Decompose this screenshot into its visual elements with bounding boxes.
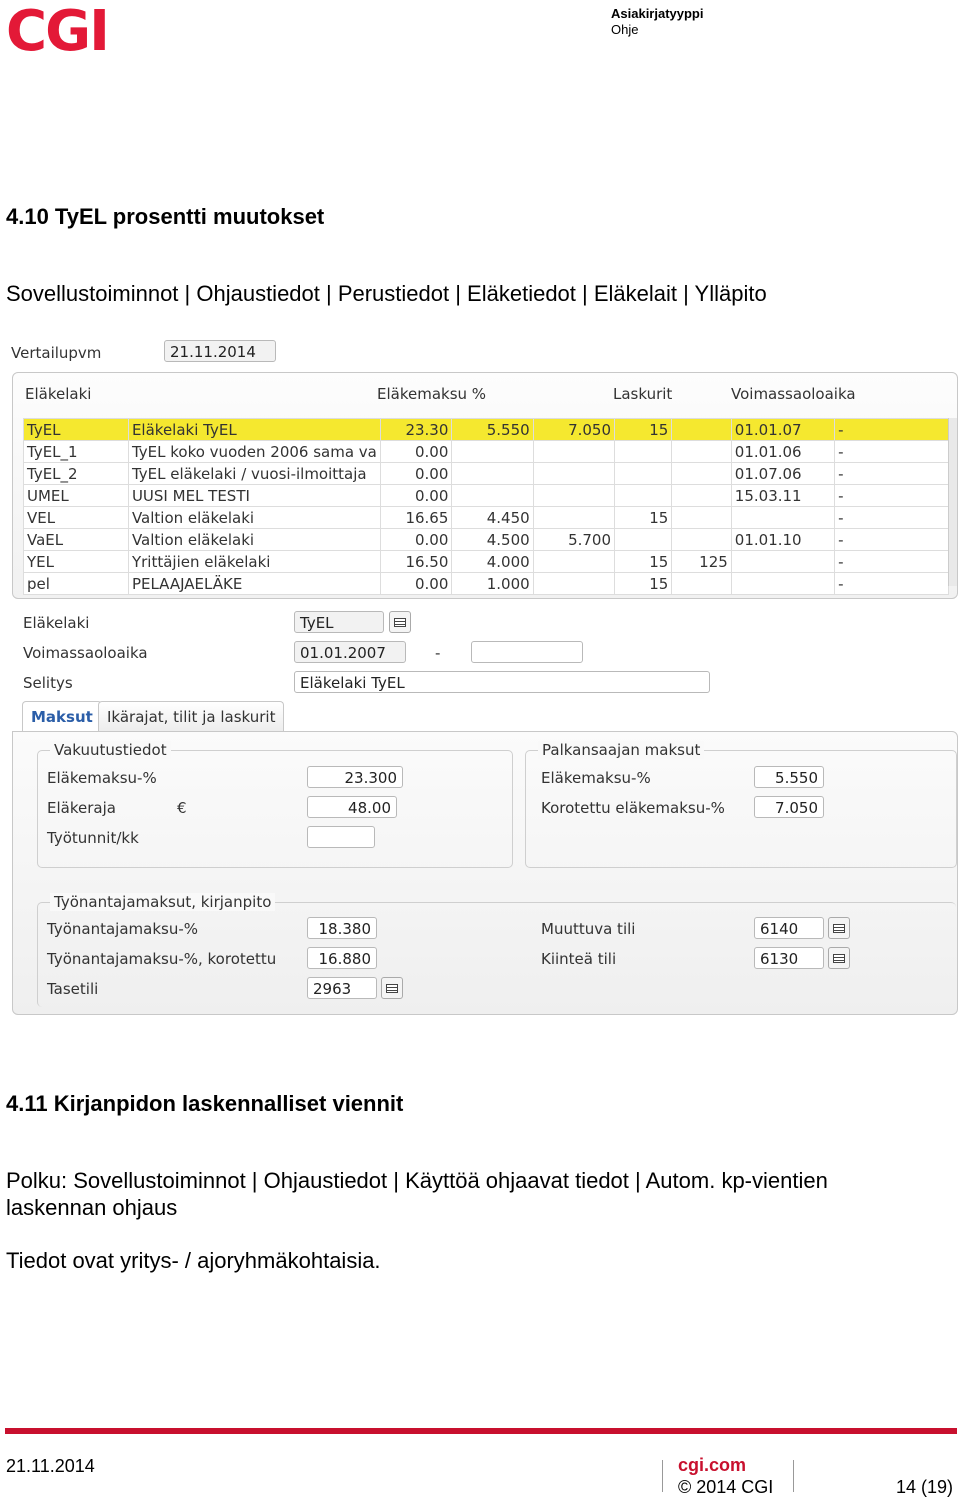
table-cell: - bbox=[835, 441, 949, 463]
grid-rows bbox=[23, 418, 949, 595]
balance-account-label: Tasetili bbox=[47, 980, 99, 998]
table-cell: 15.03.11 bbox=[731, 485, 834, 507]
footer-site-link[interactable]: cgi.com bbox=[678, 1455, 747, 1475]
fixed-account-label: Kiinteä tili bbox=[541, 950, 617, 968]
table-cell: - bbox=[835, 529, 949, 551]
table-row[interactable] bbox=[24, 485, 949, 507]
table-cell: PELAAJAELÄKE bbox=[128, 573, 380, 595]
employee-fee-label: Eläkemaksu-% bbox=[541, 769, 651, 787]
path-line-1: Polku: Sovellustoiminnot | Ohjaustiedot | Käyttöä ohjaavat tiedot | Autom. kp-vientien bbox=[6, 1168, 828, 1193]
table-cell: UMEL bbox=[24, 485, 129, 507]
page-number: 14 (19) bbox=[896, 1477, 954, 1497]
table-cell bbox=[615, 485, 672, 507]
insurance-fee-input[interactable]: 23.300 bbox=[307, 766, 403, 788]
table-cell: 0.00 bbox=[380, 573, 452, 595]
table-row[interactable] bbox=[24, 507, 949, 529]
doc-type: Asiakirjatyyppi bbox=[611, 6, 704, 21]
validity-start-input[interactable]: 01.01.2007 bbox=[294, 641, 406, 663]
employee-legend: Palkansaajan maksut bbox=[538, 741, 704, 759]
table-cell: TyEL koko vuoden 2006 sama va bbox=[128, 441, 380, 463]
table-cell: 15 bbox=[615, 419, 672, 441]
table-cell: TyEL bbox=[24, 419, 129, 441]
insurance-legend: Vakuutustiedot bbox=[50, 741, 171, 759]
footer-separator bbox=[662, 1460, 663, 1492]
table-cell bbox=[452, 463, 533, 485]
table-cell: 7.050 bbox=[533, 419, 614, 441]
table-cell: 125 bbox=[672, 551, 731, 573]
table-cell: Valtion eläkelaki bbox=[128, 529, 380, 551]
doc-subtype: Ohje bbox=[611, 22, 639, 37]
compare-date-input[interactable]: 21.11.2014 bbox=[164, 340, 276, 362]
table-cell bbox=[615, 441, 672, 463]
table-cell: 0.00 bbox=[380, 485, 452, 507]
table-cell: 4.000 bbox=[452, 551, 533, 573]
table-cell: TyEL_2 bbox=[24, 463, 129, 485]
employer-legend: Työnantajamaksut, kirjanpito bbox=[50, 893, 275, 911]
table-cell: 15 bbox=[615, 573, 672, 595]
pension-law-grid bbox=[12, 372, 958, 599]
insurance-fee-label: Eläkemaksu-% bbox=[47, 769, 157, 787]
cgi-logo: CGI bbox=[6, 0, 108, 64]
path-line-2: laskennan ohjaus bbox=[6, 1195, 178, 1220]
table-cell: pel bbox=[24, 573, 129, 595]
table-cell: - bbox=[835, 507, 949, 529]
table-cell bbox=[533, 485, 614, 507]
employer-raised-label: Työnantajamaksu-%, korotettu bbox=[47, 950, 277, 968]
table-cell bbox=[731, 551, 834, 573]
table-cell: - bbox=[835, 485, 949, 507]
validity-dash: - bbox=[435, 644, 441, 662]
grid-header-validity: Voimassaoloaika bbox=[731, 385, 856, 403]
validity-label: Voimassaoloaika bbox=[23, 644, 148, 662]
table-cell: 01.01.07 bbox=[731, 419, 834, 441]
table-cell: UUSI MEL TESTI bbox=[128, 485, 380, 507]
tab-panel bbox=[12, 731, 958, 1015]
table-cell: VEL bbox=[24, 507, 129, 529]
table-cell: 0.00 bbox=[380, 529, 452, 551]
employee-raised-input[interactable]: 7.050 bbox=[754, 796, 824, 818]
table-row[interactable] bbox=[24, 463, 949, 485]
variable-account-input[interactable]: 6140 bbox=[754, 917, 824, 939]
table-cell: 15 bbox=[615, 551, 672, 573]
table-cell bbox=[533, 551, 614, 573]
table-cell bbox=[533, 441, 614, 463]
table-cell bbox=[672, 507, 731, 529]
note-text: Tiedot ovat yritys- / ajoryhmäkohtaisia. bbox=[6, 1248, 381, 1273]
balance-account-input[interactable]: 2963 bbox=[307, 977, 377, 999]
table-cell bbox=[533, 573, 614, 595]
work-hours-label: Työtunnit/kk bbox=[47, 829, 139, 847]
table-cell: Valtion eläkelaki bbox=[128, 507, 380, 529]
employer-fee-label: Työnantajamaksu-% bbox=[47, 920, 198, 938]
table-cell bbox=[672, 529, 731, 551]
compare-date-label: Vertailupvm bbox=[11, 344, 102, 362]
description-label: Selitys bbox=[23, 674, 73, 692]
footer-rule bbox=[5, 1428, 957, 1434]
table-cell: Eläkelaki TyEL bbox=[128, 419, 380, 441]
table-cell: 01.07.06 bbox=[731, 463, 834, 485]
table-cell: 16.65 bbox=[380, 507, 452, 529]
table-cell: 0.00 bbox=[380, 441, 452, 463]
validity-end-input[interactable] bbox=[471, 641, 583, 663]
table-cell bbox=[672, 463, 731, 485]
table-cell: VaEL bbox=[24, 529, 129, 551]
law-input[interactable]: TyEL bbox=[294, 611, 384, 633]
account-picker-icon[interactable] bbox=[381, 977, 403, 999]
table-cell: - bbox=[835, 419, 949, 441]
variable-account-label: Muuttuva tili bbox=[541, 920, 636, 938]
table-row[interactable] bbox=[24, 419, 949, 441]
table-cell: 5.550 bbox=[452, 419, 533, 441]
grid-header-calcs: Laskurit bbox=[613, 385, 673, 403]
account-picker-icon[interactable] bbox=[828, 917, 850, 939]
pension-limit-input[interactable]: 48.00 bbox=[307, 796, 397, 818]
table-cell: 15 bbox=[615, 507, 672, 529]
footer-separator bbox=[793, 1460, 794, 1492]
table-cell: 01.01.06 bbox=[731, 441, 834, 463]
table-cell: TyEL_1 bbox=[24, 441, 129, 463]
table-cell: 16.50 bbox=[380, 551, 452, 573]
law-label: Eläkelaki bbox=[23, 614, 90, 632]
table-cell bbox=[615, 463, 672, 485]
table-cell bbox=[672, 485, 731, 507]
pension-limit-label: Eläkeraja bbox=[47, 799, 116, 817]
calendar-picker-icon[interactable] bbox=[389, 611, 411, 633]
table-cell: 4.500 bbox=[452, 529, 533, 551]
navigation-path: Sovellustoiminnot | Ohjaustiedot | Perustiedot | Eläketiedot | Eläkelait | Ylläpito bbox=[6, 281, 767, 306]
grid-header-fee: Eläkemaksu % bbox=[377, 385, 487, 403]
table-row[interactable] bbox=[24, 551, 949, 573]
table-cell bbox=[452, 485, 533, 507]
work-hours-input[interactable] bbox=[307, 826, 375, 848]
table-cell bbox=[731, 573, 834, 595]
table-cell: 1.000 bbox=[452, 573, 533, 595]
grid-header-law: Eläkelaki bbox=[25, 385, 92, 403]
table-row[interactable] bbox=[24, 573, 949, 595]
employer-fee-input[interactable]: 18.380 bbox=[307, 917, 377, 939]
table-cell: - bbox=[835, 463, 949, 485]
table-cell: TyEL eläkelaki / vuosi-ilmoittaja bbox=[128, 463, 380, 485]
table-cell: 4.450 bbox=[452, 507, 533, 529]
tab-maksut[interactable]: Maksut bbox=[22, 701, 102, 732]
footer-copyright: © 2014 CGI bbox=[678, 1477, 774, 1497]
euro-symbol: € bbox=[177, 799, 187, 817]
section-heading-4-11: 4.11 Kirjanpidon laskennalliset viennit bbox=[6, 1091, 404, 1116]
employee-raised-label: Korotettu eläkemaksu-% bbox=[541, 799, 725, 817]
description-input[interactable]: Eläkelaki TyEL bbox=[294, 671, 710, 693]
app-screenshot bbox=[8, 335, 956, 1013]
grid-scrollbar[interactable] bbox=[948, 418, 957, 586]
employee-fee-input[interactable]: 5.550 bbox=[754, 766, 824, 788]
section-heading-4-10: 4.10 TyEL prosentti muutokset bbox=[6, 204, 325, 229]
table-cell: - bbox=[835, 573, 949, 595]
table-cell bbox=[533, 463, 614, 485]
table-row[interactable] bbox=[24, 441, 949, 463]
table-cell: - bbox=[835, 551, 949, 573]
table-cell bbox=[672, 419, 731, 441]
table-cell bbox=[615, 529, 672, 551]
table-cell: 0.00 bbox=[380, 463, 452, 485]
fixed-account-input[interactable]: 6130 bbox=[754, 947, 824, 969]
table-row[interactable] bbox=[24, 529, 949, 551]
table-cell: 5.700 bbox=[533, 529, 614, 551]
table-cell: 01.01.10 bbox=[731, 529, 834, 551]
table-cell bbox=[731, 507, 834, 529]
footer-date: 21.11.2014 bbox=[6, 1456, 95, 1476]
employer-raised-input[interactable]: 16.880 bbox=[307, 947, 377, 969]
table-cell: Yrittäjien eläkelaki bbox=[128, 551, 380, 573]
table-cell: YEL bbox=[24, 551, 129, 573]
table-cell bbox=[672, 573, 731, 595]
table-cell bbox=[533, 507, 614, 529]
table-cell bbox=[672, 441, 731, 463]
table-cell: 23.30 bbox=[380, 419, 452, 441]
tab-age-limits[interactable]: Ikärajat, tilit ja laskurit bbox=[98, 701, 284, 732]
table-cell bbox=[452, 441, 533, 463]
account-picker-icon[interactable] bbox=[828, 947, 850, 969]
